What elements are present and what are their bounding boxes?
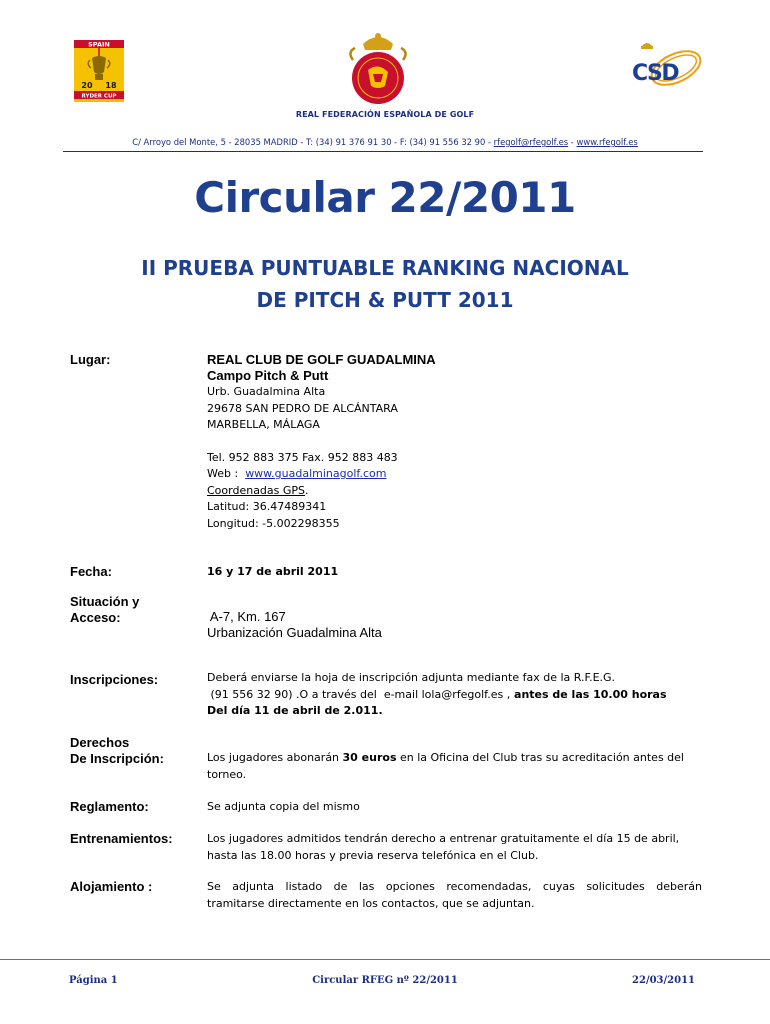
road-km: A-7, Km. 167: [207, 609, 286, 624]
fecha-value: 16 y 17 de abril 2011: [207, 565, 339, 578]
club-website-link[interactable]: www.guadalminagolf.com: [245, 467, 387, 480]
latitude: Latitud: 36.47489341: [207, 500, 327, 513]
alojamiento-details: [207, 879, 702, 912]
urbanizacion: Urbanización Guadalmina Alta: [207, 625, 382, 640]
inscripciones-label: Inscripciones:: [70, 672, 159, 687]
inscripciones-line-1: Deberá enviarse la hoja de inscripción adjunta mediante fax de la R.F.E.G.: [207, 671, 616, 684]
phone-fax: Tel. 952 883 375 Fax. 952 883 483: [207, 450, 398, 464]
entrenamientos-line-2: hasta las 18.00 horas y previa reserva telefónica en el Club.: [207, 848, 539, 862]
subtitle-line-1: II PRUEBA PUNTUABLE RANKING NACIONAL: [141, 256, 629, 280]
address-line-1: Urb. Guadalmina Alta: [207, 385, 326, 398]
address-line-2: 29678 SAN PEDRO DE ALCÁNTARA: [207, 401, 398, 415]
derechos-line-1: [207, 750, 702, 767]
gps-row: [207, 483, 702, 500]
course-name: Campo Pitch & Putt: [207, 368, 329, 383]
fecha-label: Fecha:: [70, 564, 112, 579]
header-divider: [63, 151, 703, 152]
csd-logo-text: CSD: [632, 61, 679, 86]
situacion-details: [207, 609, 702, 641]
web-row: [207, 466, 702, 483]
circular-title: Circular 22/2011: [194, 173, 576, 222]
inscripciones-email-text: (91 556 32 90) .O a través del e-mail lola@rfegolf.es ,: [207, 687, 511, 701]
alojamiento-line-1: Se adjunta listado de las opciones recomendadas, cuyas solicitudes deberán: [207, 880, 702, 893]
situacion-label-line-1: Situación y: [70, 594, 140, 609]
reglamento-label: Reglamento:: [70, 799, 149, 814]
derechos-details: [207, 750, 702, 783]
derechos-label-line-2: De Inscripción:: [70, 751, 164, 766]
derechos-line-2: torneo.: [207, 767, 247, 781]
address-line-3: MARBELLA, MÁLAGA: [207, 418, 320, 431]
logo-year-right: 18: [105, 81, 117, 90]
gps-suffix: .: [305, 483, 309, 497]
footer-divider: [0, 959, 770, 960]
footer-circular-ref: Circular RFEG nº 22/2011: [312, 975, 458, 986]
alojamiento-line-2: tramitarse directamente en los contactos, que se adjuntan.: [207, 896, 535, 910]
web-prefix: Web :: [207, 467, 246, 480]
rfeg-crest-logo: [343, 30, 413, 108]
derechos-label: [70, 735, 164, 767]
reglamento-value: Se adjunta copia del mismo: [207, 800, 360, 813]
inscripciones-line-2: [207, 687, 702, 704]
situacion-label: [70, 594, 139, 626]
contact-line: [0, 137, 770, 147]
situacion-label-line-2: Acceso:: [70, 610, 121, 625]
entrenamientos-label: Entrenamientos:: [70, 831, 173, 846]
footer-date: 22/03/2011: [632, 975, 695, 986]
inscripciones-deadline-date: Del día 11 de abril de 2.011.: [207, 704, 383, 717]
alojamiento-label: Alojamiento :: [70, 879, 153, 894]
org-name: REAL FEDERACIÓN ESPAÑOLA DE GOLF: [295, 110, 475, 119]
club-name: REAL CLUB DE GOLF GUADALMINA: [207, 352, 436, 367]
longitude: Longitud: -5.002298355: [207, 516, 340, 530]
lugar-label: Lugar:: [70, 352, 111, 367]
gps-link[interactable]: Coordenadas GPS: [207, 483, 306, 497]
contact-separator: -: [568, 137, 577, 147]
derechos-text-a: Los jugadores abonarán: [207, 751, 343, 764]
csd-logo: [630, 40, 702, 92]
logo-spain-text: SPAIN: [88, 40, 110, 49]
derechos-label-line-1: Derechos: [70, 735, 130, 750]
inscripciones-deadline-time: antes de las 10.00 horas: [510, 687, 667, 701]
entrenamientos-details: [207, 831, 702, 864]
entrenamientos-line-1: Los jugadores admitidos tendrán derecho a entrenar gratuitamente el día 15 de abril,: [207, 832, 680, 845]
logo-year-left: 20: [81, 81, 93, 90]
subtitle-line-2: DE PITCH & PUTT 2011: [256, 288, 514, 312]
lugar-details: [207, 352, 702, 532]
inscripciones-details: [207, 670, 702, 720]
address-text: C/ Arroyo del Monte, 5 - 28035 MADRID - T: (34) 91 376 91 30 - F: (34) 91 556 32 90 -: [132, 137, 494, 147]
email-link[interactable]: rfegolf@rfegolf.es: [493, 137, 569, 147]
page-number: Página 1: [69, 975, 118, 986]
website-link[interactable]: www.rfegolf.es: [576, 137, 638, 147]
logo-ryder-text: RYDER CUP: [81, 93, 117, 100]
derechos-text-c: en la Oficina del Club tras su acreditación antes del: [396, 751, 684, 764]
ryder-cup-2018-logo: [74, 40, 124, 102]
fee-amount: 30 euros: [342, 751, 397, 764]
